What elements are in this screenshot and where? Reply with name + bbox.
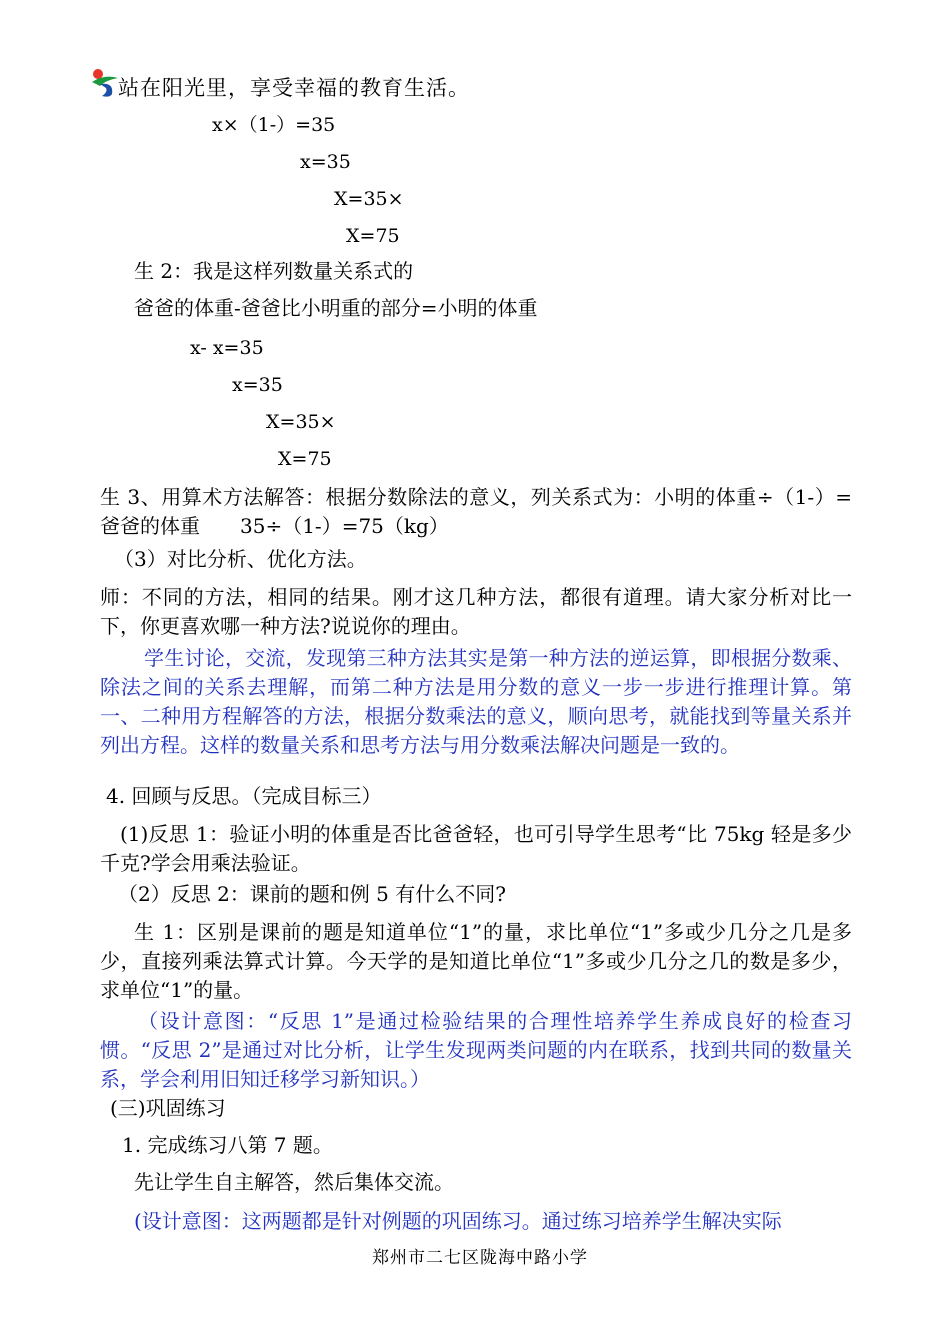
- student3-paragraph: 生 3、用算术方法解答：根据分数除法的意义，列关系式为：小明的体重÷（1-）=爸爸的体重 35÷（1-）=75（kg）: [100, 485, 852, 538]
- teacher-paragraph: 师：不同的方法，相同的结果。刚才这几种方法，都很有道理。请大家分析对比一下，你更喜欢哪一种方法?说说你的理由。: [100, 585, 852, 638]
- method1-equation-1: x×（1-）=35: [212, 114, 336, 136]
- method1-equation-2: x=35: [300, 151, 351, 173]
- method1-equation-4: X=75: [346, 225, 400, 247]
- practice-item-1: 1. 完成练习八第 7 题。: [122, 1133, 333, 1157]
- student2-equation-1: x- x=35: [190, 337, 264, 359]
- practice-design-intent: (设计意图：这两题都是针对例题的巩固练习。通过练习培养学生解决实际: [134, 1209, 782, 1233]
- discussion-paragraph: 学生讨论，交流，发现第三种方法其实是第一种方法的逆运算，即根据分数乘、除法之间的关系去理解，而第二种方法是用分数的意义一步一步进行推理计算。第一、二种用方程解答的方法，根据分数乘法的意义，顺向思考，就能找到等量关系并列出方程。这样的数量关系和思考方法与用分数乘法解决问题是一致的。: [100, 646, 852, 757]
- design-intent-paragraph: （设计意图：“反思 1”是通过检验结果的合理性培养学生养成良好的检查习惯。“反思 2”是通过对比分析，让学生发现两类问题的内在联系，找到共同的数量关系，学会利用旧知迁移学习新知识。）: [100, 1009, 852, 1091]
- student1-paragraph: 生 1：区别是课前的题是知道单位“1”的量，求比单位“1”多或少几分之几是多少，直接列乘法算式计算。今天学的是知道比单位“1”多或少几分之几的数是多少，求单位“1”的量。: [100, 920, 852, 1002]
- section4-title: 4. 回顾与反思。（完成目标三）: [106, 784, 382, 808]
- school-logo-icon: [90, 66, 120, 98]
- student2-equation-4: X=75: [278, 448, 332, 470]
- practice-title: (三)巩固练习: [110, 1096, 226, 1120]
- footer-school-name: 郑州市二七区陇海中路小学: [372, 1248, 588, 1268]
- practice-instruction: 先让学生自主解答，然后集体交流。: [134, 1170, 454, 1194]
- reflection1-paragraph: (1)反思 1：验证小明的体重是否比爸爸轻，也可引导学生思考“比 75kg 轻是多少千克?学会用乘法验证。: [100, 822, 852, 875]
- student2-relation: 爸爸的体重-爸爸比小明重的部分=小明的体重: [134, 296, 538, 320]
- student2-equation-3: X=35×: [266, 411, 336, 433]
- reflection2-question: （2）反思 2：课前的题和例 5 有什么不同?: [118, 882, 506, 906]
- student2-equation-2: x=35: [232, 374, 283, 396]
- student2-intro: 生 2：我是这样列数量关系式的: [134, 259, 414, 283]
- header-slogan: 站在阳光里，享受幸福的教育生活。: [118, 76, 470, 100]
- section3-title: （3）对比分析、优化方法。: [114, 547, 367, 571]
- method1-equation-3: X=35×: [334, 188, 404, 210]
